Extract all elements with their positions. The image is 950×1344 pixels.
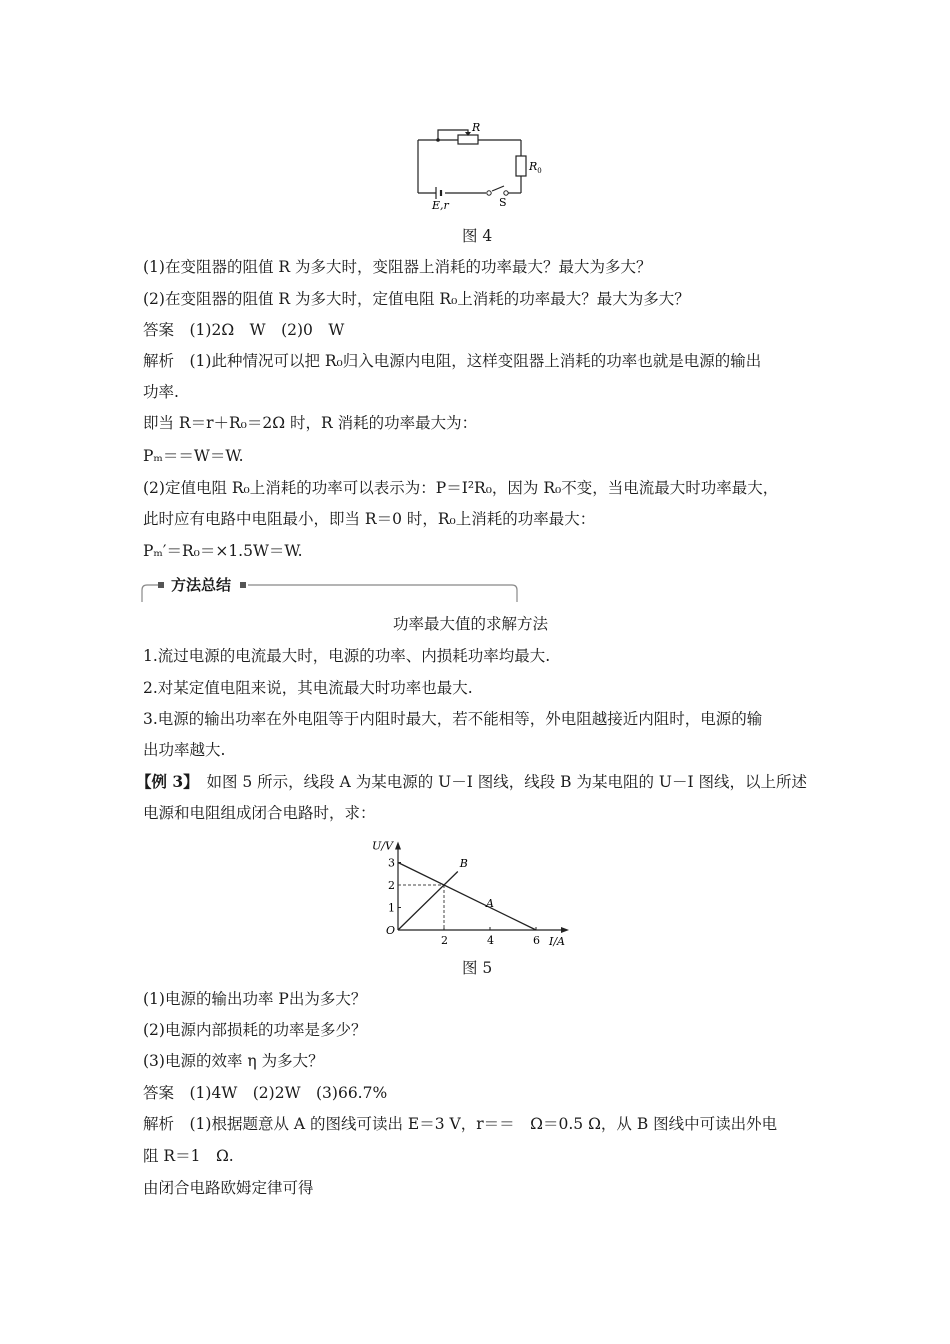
question-2: (2)在变阻器的阻值 R 为多大时，定值电阻 R₀上消耗的功率最大？最大为多大？ [143, 290, 690, 308]
answer-1: 答案 (1)2Ω W (2)0 W [143, 321, 345, 339]
answer-3: 答案 (1)4W (2)2W (3)66.7% [143, 1084, 388, 1102]
question-3-3: (3)电源的效率 η 为多大？ [143, 1052, 324, 1070]
analysis-1d: Pₘ＝＝W＝W. [143, 447, 244, 465]
analysis-3b: 阻 R＝1 Ω. [143, 1147, 234, 1165]
series-label-b: B [459, 857, 468, 870]
example-3-line-a [136, 771, 807, 793]
analysis-3a: 解析 (1)根据题意从 A 的图线可读出 E＝3 V，r＝＝ Ω＝0.5 Ω，从 B 图线中可读出外电 [143, 1115, 778, 1133]
svg-text:R0 [528, 160, 542, 175]
analysis-3c: 由闭合电路欧姆定律可得 [143, 1179, 314, 1197]
y-tick-label: 1 [388, 901, 395, 915]
analysis-1c: 即当 R＝r＋R₀＝2Ω 时，R 消耗的功率最大为： [143, 414, 478, 432]
analysis-1e: (2)定值电阻 R₀上消耗的功率可以表示为：P＝I²R₀，因为 R₀不变，当电流最大时功率最大， [143, 479, 779, 497]
analysis-1a: 解析 (1)此种情况可以把 R₀归入电源内电阻，这样变阻器上消耗的功率也就是电源的输出 [143, 352, 762, 370]
method-title: 功率最大值的求解方法 [393, 615, 549, 633]
analysis-1f: 此时应有电路中电阻最小，即当 R＝0 时，R₀上消耗的功率最大： [143, 510, 596, 528]
series-line-a [398, 863, 536, 931]
label-R0: R [529, 160, 538, 173]
label-R0-sub: 0 [537, 167, 542, 175]
question-3-1: (1)电源的输出功率 P出为多大？ [143, 990, 367, 1008]
analysis-1b: 功率. [143, 383, 179, 401]
figure4-caption: 图 4 [462, 227, 493, 245]
figure4-circuit [410, 118, 560, 218]
rheostat-R [458, 135, 478, 144]
method-item-1: 1.流过电源的电流最大时，电源的功率、内损耗功率均最大. [143, 647, 551, 665]
label-R: R [472, 121, 481, 134]
example-3-line-b: 电源和电阻组成闭合电路时，求： [143, 804, 376, 822]
question-3-2: (2)电源内部损耗的功率是多少？ [143, 1021, 367, 1039]
figure5-chart [368, 830, 588, 950]
example-3-text-a: 如图 5 所示，线段 A 为某电源的 U－I 图线，线段 B 为某电阻的 U－I 图线，以上所述 [190, 773, 808, 791]
method-item-3b: 出功率越大. [143, 741, 226, 759]
method-item-3a: 3.电源的输出功率在外电阻等于内阻时最大，若不能相等，外电阻越接近内阻时，电源的输 [143, 710, 763, 728]
method-item-2: 2.对某定值电阻来说，其电流最大时功率也最大. [143, 679, 473, 697]
figure5-caption: 图 5 [462, 959, 493, 977]
method-box-title: 方法总结 [171, 576, 232, 594]
y-axis-label: U/V [372, 839, 393, 853]
x-tick-label: 4 [487, 934, 494, 947]
x-axis-arrow [561, 927, 569, 933]
analysis-1g: Pₘ′＝R₀＝×1.5W＝W. [143, 542, 303, 560]
x-tick-label: 2 [441, 934, 448, 947]
x-tick-label: 6 [533, 934, 540, 947]
series-label-a: A [486, 897, 494, 910]
series-line-b [398, 872, 458, 931]
label-Er: E,r [432, 199, 449, 212]
example-3-tag: 【例 3】 [136, 772, 191, 791]
x-axis-label: I/A [549, 935, 565, 948]
label-S: S [499, 196, 507, 209]
resistor-R0 [516, 156, 526, 176]
y-tick-label: 2 [388, 879, 395, 892]
question-1: (1)在变阻器的阻值 R 为多大时，变阻器上消耗的功率最大？最大为多大？ [143, 258, 652, 276]
y-axis-arrow [395, 842, 401, 850]
y-tick-label: 3 [388, 856, 395, 870]
origin-label: O [386, 924, 396, 937]
